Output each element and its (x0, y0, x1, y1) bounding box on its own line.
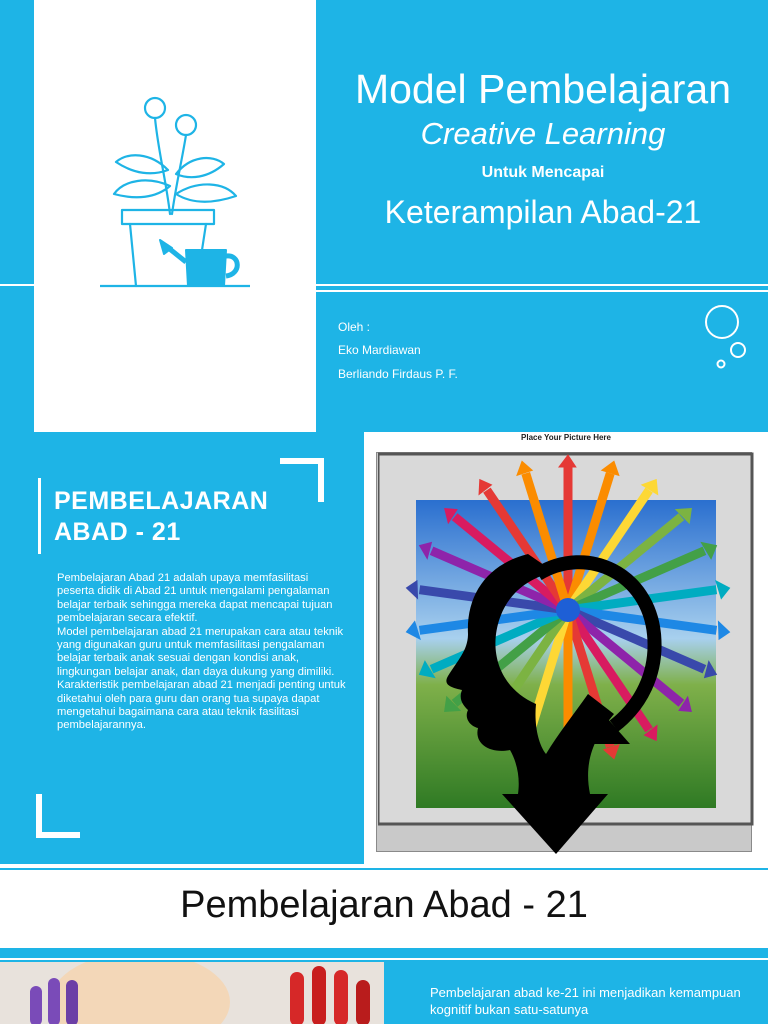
corner-bracket-icon (36, 794, 80, 838)
body-paragraph: Model pembelajaran abad 21 merupakan cara atau teknik yang digunakan guru untuk memfasilitasi pengalaman belajar terbaik anak sesuai dengan kondisi anak, lingkungan belajar anak, dan daya dukung yang dimiliki. (57, 625, 344, 678)
picture-placeholder-label: Place Your Picture Here (521, 433, 611, 442)
content-slide (0, 432, 768, 868)
body-text: Pembelajaran abad ke-21 ini menjadikan kemampuan kognitif bukan satu-satunya (430, 985, 741, 1017)
money-plant-pot-icon (100, 90, 250, 290)
bubbles-icon (700, 302, 760, 372)
head-arrows-illustration (378, 444, 754, 854)
section-heading-line: PEMBELAJARAN (54, 487, 269, 515)
painted-hands-photo (0, 962, 384, 1024)
section-slide (0, 868, 768, 1024)
body-text (57, 572, 347, 733)
body-paragraph: Karakteristik pembelajaran abad 21 menjadi penting untuk diketahui oleh para guru dan orang tua supaya dapat mengetahui bagaimana cara atau teknik fasilitasi pembelajarannya. (57, 679, 346, 732)
author-name: Eko Mardiawan (338, 343, 421, 357)
author-name: Berliando Firdaus P. F. (338, 367, 458, 381)
section-heading (54, 486, 314, 548)
slide-subtitle: Creative Learning (420, 116, 666, 151)
slide-subtitle-topic: Keterampilan Abad-21 (384, 194, 702, 230)
author-label: Oleh : (338, 320, 371, 334)
slide-title: Model Pembelajaran (354, 66, 732, 112)
body-paragraph: Pembelajaran Abad 21 adalah upaya memfasilitasi peserta didik di Abad 21 untuk mengalami pengalaman belajar terbaik sehingga mereka dapat mencapai tujuan pembelajaran secara efektif. (57, 572, 333, 625)
slide-subtitle-connector: Untuk Mencapai (481, 164, 605, 181)
divider-line (0, 958, 768, 960)
divider-line (316, 290, 768, 292)
heading-accent-bar (38, 478, 41, 554)
watering-can-icon (160, 240, 237, 286)
title-slide (0, 0, 768, 432)
slide-title: Pembelajaran Abad - 21 (180, 884, 588, 926)
section-heading-line: ABAD - 21 (54, 518, 181, 546)
